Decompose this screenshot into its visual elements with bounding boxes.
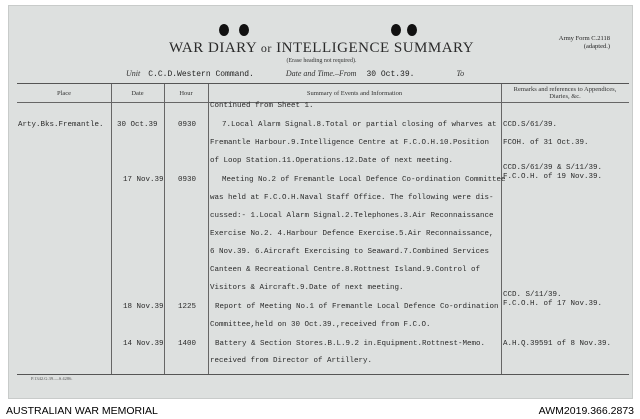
summary-line: of Loop Station.11.Operations.12.Date of next meeting. xyxy=(210,157,454,165)
summary-line: Canteen & Recreational Centre.8.Rottnest Island.9.Control of xyxy=(210,266,481,274)
summary-line: was held at F.C.O.H.Naval Staff Office. The following were dis- xyxy=(210,194,494,202)
summary-line: cussed:- 1.Local Alarm Signal.2.Telephones.3.Air Reconnaissance xyxy=(210,212,494,220)
column-divider xyxy=(208,84,209,374)
page-title: WAR DIARY or INTELLIGENCE SUMMARY xyxy=(168,40,475,56)
summary-line: Fremantle Harbour.9.Intelligence Centre at F.C.O.H.10.Position xyxy=(210,139,490,147)
date-entry: 14 Nov.39 xyxy=(123,340,164,348)
summary-line: Visitors & Aircraft.9.Date of next meeting. xyxy=(210,284,404,292)
header-hour: Hour xyxy=(179,90,193,97)
summary-line: Continued from Sheet 1. xyxy=(210,102,314,110)
unit-line: Unit C.C.D.Western Command. Date and Time.–From 30 Oct.39. To xyxy=(126,69,465,79)
header-place: Place xyxy=(56,90,72,97)
erase-note: (Erase heading not required). xyxy=(286,58,357,64)
date-entry: 18 Nov.39 xyxy=(123,303,164,311)
caption-collection: AUSTRALIAN WAR MEMORIAL xyxy=(6,405,158,417)
binder-hole xyxy=(239,24,249,36)
summary-line: 7.Local Alarm Signal.8.Total or partial closing of wharves at xyxy=(222,121,497,129)
caption-accession: AWM2019.366.2873 xyxy=(538,405,634,417)
remarks-entry: CCD. S/11/39. xyxy=(503,291,562,299)
summary-line: 6 Nov.39. 6.Aircraft Exercising to Seaward.7.Combined Services xyxy=(210,248,490,256)
remarks-entry: CCD.S/61/39 & S/11/39. xyxy=(503,164,603,172)
remarks-entry: FCOH. of 31 Oct.39. xyxy=(503,139,589,147)
binder-hole xyxy=(407,24,417,36)
column-divider xyxy=(111,84,112,374)
column-divider xyxy=(501,84,502,374)
header-divider xyxy=(17,102,629,103)
summary-line: received from Director of Artillery. xyxy=(210,357,373,365)
binder-hole xyxy=(219,24,229,36)
summary-line: Meeting No.2 of Fremantle Local Defence Co-ordination Committee xyxy=(222,176,506,184)
remarks-entry: F.C.O.H. of 19 Nov.39. xyxy=(503,173,603,181)
column-divider xyxy=(164,84,165,374)
remarks-entry: A.H.Q.39591 of 8 Nov.39. xyxy=(503,340,612,348)
form-number: Army Form C.2118 (adapted.) xyxy=(558,35,610,50)
hour-entry: 1400 xyxy=(178,340,197,348)
summary-line: Battery & Section Stores.B.L.9.2 in.Equipment.Rottnest-Memo. xyxy=(215,340,486,348)
header-remarks: Remarks and references to Appendices, Diaries, &c. xyxy=(513,86,617,100)
date-entry: 30 Oct.39 xyxy=(117,121,158,129)
hour-entry: 0930 xyxy=(178,121,197,129)
header-summary: Summary of Events and Information xyxy=(306,90,403,97)
remarks-entry: F.C.O.H. of 17 Nov.39. xyxy=(503,300,603,308)
place-entry: Arty.Bks.Fremantle. xyxy=(18,121,104,129)
date-entry: 17 Nov.39 xyxy=(123,176,164,184)
war-diary-sheet xyxy=(8,5,633,399)
header-date: Date xyxy=(131,90,144,97)
remarks-entry: CCD.S/61/39. xyxy=(503,121,558,129)
hour-entry: 0930 xyxy=(178,176,197,184)
diary-table xyxy=(17,83,629,375)
binder-hole xyxy=(391,24,401,36)
hour-entry: 1225 xyxy=(178,303,197,311)
summary-line: Exercise No.2. 4.Harbour Defence Exercise.5.Air Reconnaissance, xyxy=(210,230,494,238)
print-code: P.1342.G.39.—S.4286. xyxy=(31,376,73,381)
summary-line: Report of Meeting No.1 of Fremantle Local Defence Co-ordination xyxy=(215,303,499,311)
summary-line: Committee,held on 30 Oct.39.,received from F.C.O. xyxy=(210,321,431,329)
